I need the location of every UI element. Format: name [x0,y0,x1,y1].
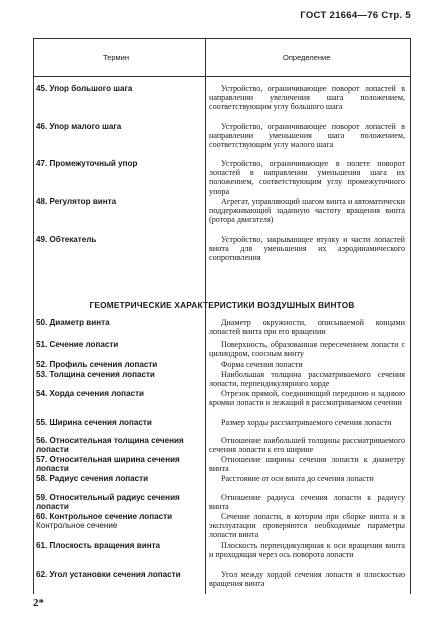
column-header-definition: Определение [283,53,331,62]
definition-59: Отношение радиуса сечения лопасти к радиусу винта [209,493,405,512]
term-57: 57. Относительная ширина сечения лопасти [36,455,180,474]
definition-48: Агрегат, управляющий шагом винта и автоматически поддерживающий заданную частоту вращения винта (ротора двигателя) [209,197,405,225]
definition-46: Устройство, ограничивающее поворот лопастей в направлении уменьшения шага положением, соответствующим углу малого шага [209,122,405,150]
term-62: 62. Угол установки сечения лопасти [36,570,181,579]
page-header: ГОСТ 21664—76 Стр. 5 [300,10,411,21]
term-48: 48. Регулятор винта [36,197,117,206]
column-header-term: Термин [103,53,129,62]
definition-49: Устройство, закрывающее втулку и части лопастей винта для уменьшения их аэродинамического сопротивления [209,235,405,263]
term-52: 52. Профиль сечения лопасти [36,360,158,369]
term-47: 47. Промежуточный упор [36,159,138,168]
definition-57: Отношение ширины сечения лопасти к диаметру винта [209,455,405,474]
definition-61: Плоскость перпендикулярная к оси вращения винта и проходящая через ось поворота лопасти [209,541,405,560]
definition-53: Наибольшая толщина рассматриваемого сечения лопасти, перпендикулярного хорде [209,370,405,389]
term-56: 56. Относительная толщина сечения лопасти [36,436,184,455]
term-58: 58. Радиус сечения лопасти [36,474,149,483]
term-45: 45. Упор большого шага [36,84,133,93]
definition-62: Угол между хордой сечения лопасти и плоскостью вращения винта [209,570,405,589]
definition-52: Форма сечения лопасти [221,360,303,369]
table-left-rule [33,38,34,594]
definition-51: Поверхность, образованная пересечением лопасти с цилиндром, соосным винту [209,340,405,359]
table-right-rule [410,38,411,594]
definition-50: Диаметр окружности, описываемой концами лопастей винта при его вращении [209,318,405,337]
term-51: 51. Сечение лопасти [36,340,119,349]
term-46: 46. Упор малого шага [36,122,122,131]
term-50: 50. Диаметр винта [36,318,110,327]
definition-54: Отрезок прямой, соединяющий переднюю и заднюю кромки лопасти и лежащий в рассматриваемом сечении [209,389,405,408]
term-55: 55. Ширина сечения лопасти [36,418,152,427]
term-54: 54. Хорда сечения лопасти [36,389,145,398]
definition-47: Устройство, ограничивающее в полете поворот лопастей в направлении уменьшения шага их положением, соответствующим углу промежуточного упора [209,159,405,196]
definition-58: Расстояние от оси винта до сечения лопасти [221,474,374,483]
definition-45: Устройство, ограничивающее поворот лопастей в направлении увеличения шага положением, соответствующим углу большого шага [209,84,405,112]
terms-table [33,38,411,594]
definition-55: Размер хорды рассматриваемого сечения лопасти [221,418,392,427]
term-53: 53. Толщина сечения лопасти [36,370,155,379]
section-title: ГЕОМЕТРИЧЕСКИЕ ХАРАКТЕРИСТИКИ ВОЗДУШНЫХ ВИНТОВ [89,300,355,310]
table-mid-rule [205,38,206,594]
term-59: 59. Относительный радиус сечения лопасти [36,493,180,512]
page-footer-mark: 2* [33,597,44,609]
definition-60: Сечение лопасти, в котором при сборке винта и в эксплуатации проверяются необходимые параметры лопасти винта [209,512,405,540]
term-60-label: 60. Контрольное сечение лопасти [36,512,173,521]
term-60-note: Контрольное сечение [36,521,118,531]
term-61: 61. Плоскость вращения винта [36,541,161,550]
definition-56: Отношение наибольшей толщины рассматриваемого сечения лопасти к его ширине [209,436,405,455]
table-top-rule [33,38,411,39]
term-60 [36,512,204,531]
term-49: 49. Обтекатель [36,235,97,244]
table-head-rule [33,76,411,77]
